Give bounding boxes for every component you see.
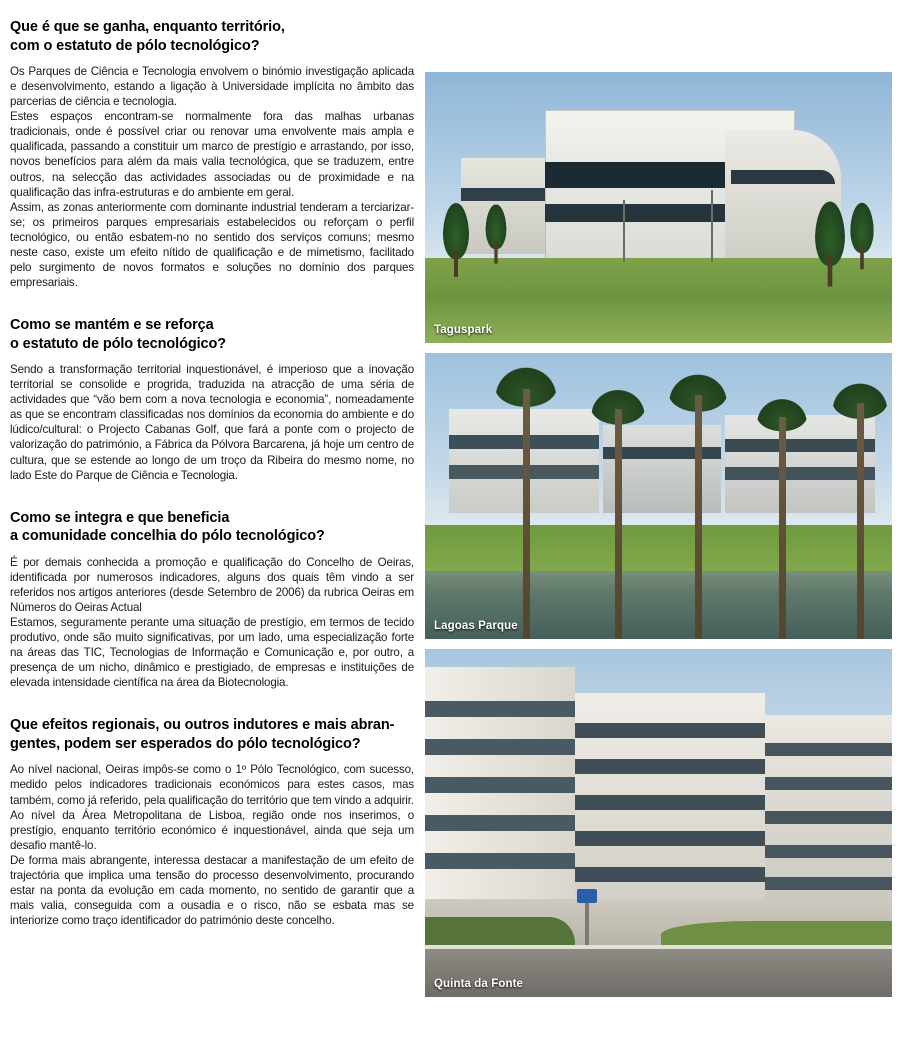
section-heading [10,716,414,753]
paragraph: Assim, as zonas anteriormente com dominante industrial tenderam a terciarizar-se; os primeiros parques empresariais estabelecidos ou reforçam o perfil tecnológico, ou então esbatem-no no sentido dos serviços comuns; mesmo neste caso, existe um efeito nítido de qualificação e de mimetismo, facilitado pelo surgimento de novos formatos e soluções no domínio dos parques empresariais. [10,200,414,289]
photo-quinta-da-fonte [425,649,892,997]
photo-caption: Quinta da Fonte [434,978,524,990]
heading-line-2: gentes, podem ser esperados do pólo tecnológico? [10,735,361,752]
section-efeitos-regionais [10,716,414,928]
lawn [425,525,892,577]
tree [815,201,845,286]
paragraph: Ao nível nacional, Oeiras impôs-se como o 1º Pólo Tecnológico, com sucesso, medido pelos indicadores tradicionais económicos para estes casos, mas também, como já referido, pela qualificação do território que tem vindo a adquirir. [10,763,414,807]
paragraph: É por demais conhecida a promoção e qualificação do Concelho de Oeiras, identificada por numerosos indicadores, alguns dos quais têm vindo a ser referidos nos artigos anteriores (desde Setembro de 2006) da rubrica Oeiras em Números do Oeiras Actual [10,555,414,614]
section-heading [10,18,414,55]
office-building [765,715,892,903]
tree [850,203,873,270]
heading-line-2: a comunidade concelhia do pólo tecnológico? [10,528,325,545]
text-column [10,18,414,954]
street-lamp [711,190,713,262]
tree [443,203,469,277]
heading-line-1: Que é que se ganha, enquanto território, [10,19,285,35]
heading-line-1: Como se integra e que beneficia [10,509,230,526]
office-building [425,667,575,903]
photo-taguspark [425,72,892,343]
paragraph: De forma mais abrangente, interessa destacar a manifestação de um efeito de trajectória que implica uma tensão do processo desenvolvimento, procurando estar na ponta da evolução em cada momento, no sentido de garantir que a mais valia, conseguida com a ousadia e o risco, não se esbata mas se interiorize como traço identificador do património deste concelho. [10,853,414,927]
building-left [461,158,557,254]
road-sign [585,901,589,945]
office-building [575,693,765,905]
photo-caption: Lagoas Parque [434,620,518,632]
paragraph: Estes espaços encontram-se normalmente fora das malhas urbanas tradicionais, onde é possível criar ou renovar uma envolvente mais ampla e qualificada, passando a constituir um marco de prestígio e arrastando, por isso, novos benefícios para além da mais valia tecnológica, que se traduzem, entre outros, na selecção das actividades associadas ou de proximidade e na qualificação das infra-estruturas e do ambiente em geral. [10,110,414,199]
tree [486,204,507,263]
section-integra-beneficia [10,509,414,691]
section-mantem-reforca [10,316,414,483]
heading-line-1: Como se mantém e se reforça [10,317,214,334]
heading-line-1: Que efeitos regionais, ou outros indutores e mais abran- [10,717,395,734]
section-heading [10,316,414,353]
paragraph: Estamos, seguramente perante uma situação de prestígio, em termos de tecido produtivo, onde são muito significativas, por um lado, uma especialização forte na áreas das TIC, Tecnologias de Informação e Comunicação e, por outro, a presença de um nicho, dinâmico e prestigiado, de empresas e instituições de elevada intensidade científica na área da Biotecnologia. [10,615,414,690]
heading-line-2: o estatuto de pólo tecnológico? [10,335,227,352]
photo-lagoas-parque [425,353,892,639]
section-ganha-territorio [10,18,414,290]
paragraph: Ao nível da Área Metropolitana de Lisboa, região onde nos inserimos, o prestígio, enquanto território económico é inquestionável, ainda que seja um desafio mantê-lo. [10,808,414,852]
heading-line-2: com o estatuto de pólo tecnológico? [10,37,260,54]
photo-column [425,72,892,997]
street-lamp [623,200,625,262]
paragraph: Os Parques de Ciência e Tecnologia envolvem o binómio investigação aplicada e desenvolvimento, estando a ligação à Universidade implícita no âmbito das parcerias de ciência e tecnologia. [10,65,414,109]
section-heading [10,509,414,546]
photo-caption: Taguspark [434,324,493,336]
paragraph: Sendo a transformação territorial inquestionável, é imperioso que a inovação territorial se consolide e progrida, traduzida na atracção de uma séria de actividades que “vão bem com a nova tecnologia e economia”, nomeadamente as que se encontram classificadas nos domínios da economia do ambiente e do lúdico/cultural: o Projecto Cabanas Golf, que fará a ponte com o projecto de valorização do património, a Fábrica da Pólvora Barcarena, já hoje um centro de cultura, que se estende ao longo de um troço da Ribeira do mesmo nome, no lado Este do Parque de Ciência e Tecnologia. [10,363,414,482]
office-building [725,415,875,513]
